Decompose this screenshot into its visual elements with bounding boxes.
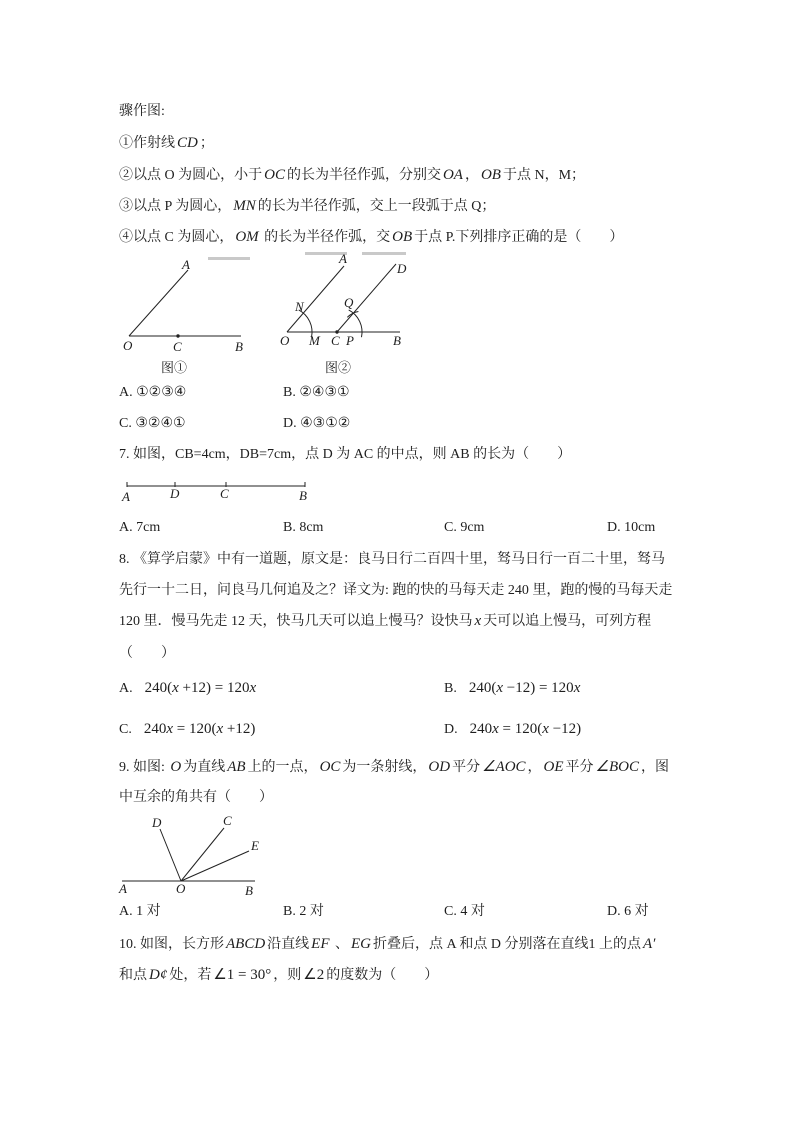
step-4: [119, 227, 623, 247]
q10-text-h: 的度数为（ ）: [326, 968, 439, 983]
q9-ray-oe: [181, 851, 249, 881]
q9-text-f: ，: [527, 760, 542, 775]
math-a-prime: A′: [642, 936, 656, 952]
q9-label-a: A: [119, 881, 127, 896]
q6-option-a: A. ①②③④: [119, 385, 187, 400]
math-angle-boc: ∠BOC: [595, 759, 639, 775]
fig2-label-o: O: [280, 333, 290, 348]
fig1-ray-oa: [129, 270, 188, 336]
math-angle-1: ∠1 = 30°: [213, 967, 272, 983]
step-4-text-b: 的长为半径作弧，交: [260, 230, 391, 245]
q8-line-3-text-b: 天可以追上慢马，可列方程: [483, 614, 652, 629]
figure-q7-drawing: [127, 482, 305, 487]
formula-var: x: [166, 721, 174, 737]
q7-option-a: A. 7cm: [119, 520, 161, 535]
q9-text-d: 为一条射线，: [342, 760, 427, 775]
q9-option-a: A. 1 对: [119, 904, 161, 919]
math-x: x: [474, 613, 482, 629]
formula-part: 240: [143, 721, 167, 737]
step-3: [119, 196, 495, 216]
q8-line-2: 先行一十二日，问良马几何追及之？译文为: 跑的快的马每天走 240 里，跑的慢的马每天走: [119, 583, 673, 598]
math-mn: MN: [233, 198, 256, 214]
q9-text-g: 平分: [565, 760, 594, 775]
q7-option-c: C. 9cm: [444, 520, 485, 535]
fig2-gray-bar-right: [362, 252, 406, 255]
q9-option-b: B. 2 对: [283, 904, 324, 919]
math-oc: OC: [319, 759, 341, 775]
q8-option-c-formula: [144, 721, 256, 737]
formula-part: = 120(: [173, 721, 217, 737]
q7-label-b: B: [299, 488, 307, 503]
fig1-label-c: C: [173, 339, 182, 354]
q7-label-d: D: [170, 486, 180, 501]
math-angle-2: ∠2: [303, 967, 325, 983]
q10-text-f: 处，若: [169, 968, 212, 983]
q10-text-b: 沿直线: [267, 937, 310, 952]
fig2-label-d: D: [397, 261, 407, 276]
step-2-text-c: ，: [464, 168, 479, 183]
q7-stem: 7. 如图，CB=4cm，DB=7cm，点 D 为 AC 的中点，则 AB 的长为（ ）: [119, 447, 572, 462]
formula-part: +12) = 120: [178, 680, 250, 696]
q8-option-c-label: C.: [119, 722, 132, 737]
q9-option-c: C. 4 对: [444, 904, 485, 919]
q9-text-e: 平分: [452, 760, 481, 775]
fig2-caption: 图②: [325, 360, 352, 375]
math-om: OM: [235, 229, 259, 245]
fig2-label-c: C: [331, 333, 340, 348]
q8-option-b-label: B.: [444, 681, 457, 696]
q8-option-d: [444, 719, 581, 740]
q8-line-1: 8. 《算学启蒙》中有一道题，原文是：良马日行二百四十里，驽马日行一百二十里，驽马: [119, 552, 665, 567]
q9-ray-od: [160, 829, 181, 881]
formula-part: −12) = 120: [503, 680, 574, 696]
math-oe: OE: [543, 759, 564, 775]
q10-text-a: 10. 如图，长方形: [119, 937, 224, 952]
q10-text-d: 折叠后，点 A 和点 D 分别落在直线1 上的点: [373, 937, 641, 952]
q9-text-b: 为直线: [183, 760, 226, 775]
math-ab: AB: [227, 759, 246, 775]
q9-label-d: D: [152, 815, 162, 830]
q8-line-3-text-a: 120 里．慢马先走 12 天，快马几天可以追上慢马？设快马: [119, 614, 473, 629]
q6-option-d: D. ④③①②: [283, 416, 351, 431]
q10-text-g: ，则: [273, 968, 302, 983]
q9-option-d: D. 6 对: [607, 904, 649, 919]
math-angle-aoc: ∠AOC: [482, 759, 526, 775]
formula-part: −12): [548, 721, 582, 737]
q9-label-e: E: [251, 838, 259, 853]
q8-option-d-formula: [470, 721, 582, 737]
step-4-text-a: ④以点 C 为圆心，: [119, 230, 234, 245]
fig1-caption: 图①: [161, 360, 188, 375]
q8-option-c: [119, 719, 255, 740]
step-3-text-a: ③以点 P 为圆心，: [119, 199, 232, 214]
step-intro: 骤作图:: [119, 104, 165, 119]
step-1: [119, 133, 214, 153]
q8-option-a-formula: [145, 680, 257, 696]
q10-text-c: 、: [331, 937, 349, 952]
q6-option-c: C. ③②④①: [119, 416, 186, 431]
fig2-label-q: Q: [344, 295, 354, 310]
q7-option-d: D. 10cm: [607, 520, 656, 535]
q7-label-a: A: [122, 489, 130, 504]
fig2-label-m: M: [309, 333, 320, 348]
math-cd: CD: [177, 135, 198, 151]
math-ef: EF: [311, 936, 330, 952]
q9-label-c: C: [223, 813, 232, 828]
step-2: [119, 165, 585, 185]
formula-part: 240(: [468, 680, 497, 696]
formula-var: x: [216, 721, 224, 737]
formula-part: = 120(: [498, 721, 543, 737]
q10-line-1: [119, 934, 657, 954]
q9-text-a: 9. 如图:: [119, 760, 169, 775]
fig1-point-c: [176, 334, 179, 337]
q10-text-e: 和点: [119, 968, 147, 983]
q9-ray-oc: [181, 828, 224, 881]
math-od: OD: [428, 759, 451, 775]
math-d-prime: D¢: [149, 967, 168, 983]
q6-option-b: B. ②④③①: [283, 385, 350, 400]
formula-var: x: [542, 721, 549, 737]
q8-line-3: [119, 611, 651, 631]
formula-part: 240(: [144, 680, 173, 696]
q7-option-b: B. 8cm: [283, 520, 324, 535]
fig2-label-n: N: [295, 299, 304, 314]
q9-label-o: O: [176, 881, 186, 896]
formula-var: x: [172, 680, 179, 696]
q10-line-2: [119, 965, 438, 985]
step-4-text-c: 于点 P.下列排序正确的是（ ）: [414, 230, 624, 245]
formula-var: x: [496, 680, 504, 696]
q8-line-4: （ ）: [119, 646, 175, 661]
fig1-gray-bar: [208, 257, 250, 260]
q9-line-1: [119, 757, 669, 777]
fig1-label-b: B: [235, 339, 243, 354]
formula-var: x: [249, 680, 257, 696]
math-oc: OC: [264, 167, 285, 183]
math-o: O: [170, 759, 182, 775]
q9-line-2: 中互余的角共有（ ）: [119, 790, 273, 805]
formula-var: x: [573, 680, 581, 696]
q8-option-b-formula: [469, 680, 581, 696]
fig2-label-p: P: [346, 333, 354, 348]
formula-part: +12): [223, 721, 256, 737]
q7-label-c: C: [220, 486, 229, 501]
math-oa: OA: [442, 167, 463, 183]
fig2-label-a: A: [339, 251, 347, 266]
step-1-text: ①作射线: [119, 136, 175, 151]
math-ob: OB: [392, 229, 413, 245]
step-1-end: ；: [199, 136, 214, 151]
formula-part: 240: [469, 721, 493, 737]
math-eg: EG: [351, 936, 371, 952]
figure-q9-drawing: [122, 828, 255, 881]
q9-text-h: ，图: [640, 760, 669, 775]
math-abcd: ABCD: [226, 936, 266, 952]
step-2-text-d: 于点 N，M；: [502, 168, 586, 183]
q8-option-d-label: D.: [444, 722, 458, 737]
step-2-text-a: ②以点 O 为圆心，小于: [119, 168, 263, 183]
q9-text-c: 上的一点，: [247, 760, 318, 775]
step-2-text-b: 的长为半径作弧，分别交: [286, 168, 441, 183]
q9-label-b: B: [245, 883, 253, 898]
step-3-text-b: 的长为半径作弧，交上一段弧于点 Q；: [257, 199, 496, 214]
fig2-label-b: B: [393, 333, 401, 348]
formula-var: x: [492, 721, 499, 737]
fig1-label-a: A: [182, 257, 190, 272]
q8-option-a-label: A.: [119, 681, 133, 696]
q8-option-b: [444, 678, 580, 699]
fig1-label-o: O: [123, 338, 133, 353]
math-ob: OB: [480, 167, 501, 183]
q8-option-a: [119, 678, 256, 699]
